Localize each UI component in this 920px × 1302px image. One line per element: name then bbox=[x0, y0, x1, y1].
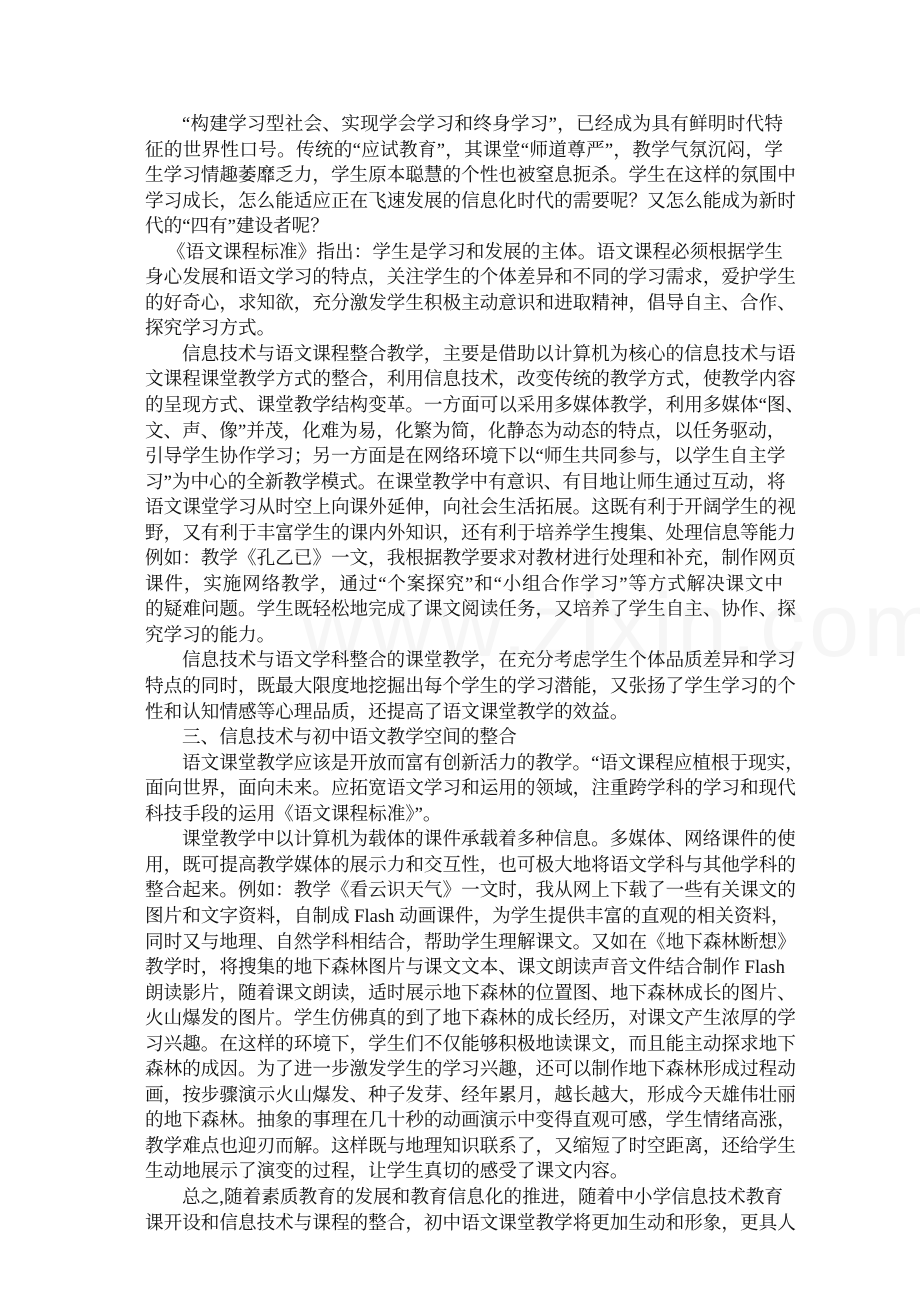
text-line: 《语文课程标准》指出：学生是学习和发展的主体。语文课程必须根据学生 bbox=[167, 241, 783, 263]
text-line: 习兴趣。在这样的环境下，学生们不仅能够积极地读课文，而且能主动探求地下 bbox=[145, 1033, 796, 1055]
text-line: 整合起来。例如：教学《看云识天气》一文时，我从网上下载了一些有关课文的 bbox=[145, 880, 796, 902]
text-line: 生动地展示了演变的过程，让学生真切的感受了课文内容。 bbox=[145, 1161, 629, 1183]
text-line: 例如：教学《孔乙已》一文，我根据教学要求对教材进行处理和补充，制作网页 bbox=[145, 548, 796, 570]
text-line: 同时又与地理、自然学科相结合，帮助学生理解课文。又如在《地下森林断想》 bbox=[145, 931, 796, 953]
text-line: 引导学生协作学习；另一方面是在网络环境下以“师生共同参与，以学生自主学 bbox=[145, 446, 786, 468]
text-line: 课开设和信息技术与课程的整合，初中语文课堂教学将更加生动和形象，更具人 bbox=[145, 1212, 796, 1234]
text-line: 科技手段的运用《语文课程标准》”。 bbox=[145, 803, 442, 825]
text-line: 文、声、像”并茂，化难为易，化繁为简，化静态为动态的特点，以任务驱动， bbox=[145, 420, 786, 442]
text-line: 森林的成因。为了进一步激发学生的学习兴趣，还可以制作地下森林形成过程动 bbox=[145, 1059, 796, 1081]
text-line: 教学难点也迎刃而解。这样既与地理知识联系了，又缩短了时空距离，还给学生 bbox=[145, 1135, 796, 1157]
paragraph bbox=[145, 648, 796, 725]
text-line: 图片和文字资料，自制成 Flash 动画课件，为学生提供丰富的直观的相关资料， bbox=[145, 905, 790, 927]
text-line: 身心发展和语文学习的特点，关注学生的个体差异和不同的学习需求，爱护学生 bbox=[145, 267, 796, 289]
document-body bbox=[145, 112, 805, 1236]
paragraph bbox=[145, 342, 805, 649]
text-line: 野，又有利于丰富学生的课内外知识，还有利于培养学生搜集、处理信息等能力 bbox=[145, 522, 796, 544]
text-line: 的呈现方式、课堂教学结构变革。一方面可以采用多媒体教学，利用多媒体“图、 bbox=[145, 395, 805, 417]
text-line: 语文课堂学习从时空上向课外延伸，向社会生活拓展。这既有利于开阔学生的视 bbox=[145, 497, 796, 519]
paragraph bbox=[145, 240, 796, 342]
text-line: 教学时，将搜集的地下森林图片与课文文本、课文朗读声音文件结合制作 Flash bbox=[145, 957, 785, 979]
text-line: “构建学习型社会、实现学会学习和终身学习”，已经成为具有鲜明时代特 bbox=[182, 114, 783, 135]
text-line: 火山爆发的图片。学生仿佛真的到了地下森林的成长经历，对课文产生浓厚的学 bbox=[145, 1008, 796, 1030]
text-line: 探究学习方式。 bbox=[145, 318, 276, 340]
text-line: 用，既可提高教学媒体的展示力和交互性，也可极大地将语文学科与其他学科的 bbox=[145, 854, 796, 876]
text-line: 总之,随着素质教育的发展和教育信息化的推进，随着中小学信息技术教育 bbox=[182, 1186, 783, 1208]
text-line: 课堂教学中以计算机为载体的课件承载着多种信息。多媒体、网络课件的使 bbox=[182, 829, 796, 851]
text-line: 性和认知情感等心理品质，还提高了语文课堂教学的效益。 bbox=[145, 701, 629, 723]
text-line: 朗读影片，随着课文朗读，适时展示地下森林的位置图、地下森林成长的图片、 bbox=[145, 982, 796, 1004]
text-line: 究学习的能力。 bbox=[145, 624, 276, 646]
paragraph bbox=[145, 1185, 796, 1236]
paragraph bbox=[145, 112, 796, 240]
paragraph bbox=[145, 725, 783, 751]
text-line: 信息技术与语文课程整合教学，主要是借助以计算机为核心的信息技术与语 bbox=[182, 343, 796, 365]
text-line: 文课程课堂教学方式的整合，利用信息技术，改变传统的教学方式，使教学内容 bbox=[145, 369, 796, 391]
text-line: 习”为中心的全新教学模式。在课堂教学中有意识、有目地让师生通过互动，将 bbox=[145, 471, 786, 493]
text-line: 课件，实施网络教学，通过“个案探究”和“小组合作学习”等方式解决课文中 bbox=[145, 573, 783, 595]
text-line: 信息技术与语文学科整合的课堂教学，在充分考虑学生个体品质差异和学习 bbox=[182, 650, 796, 672]
text-line: 的疑难问题。学生既轻松地完成了课文阅读任务，又培养了学生自主、协作、探 bbox=[145, 599, 796, 621]
text-line: 语文课堂教学应该是开放而富有创新活力的教学。“语文课程应植根于现实， bbox=[182, 752, 804, 774]
text-line: 代的“四有”建设者呢？ bbox=[145, 216, 329, 238]
text-line: 三、信息技术与初中语文教学空间的整合 bbox=[182, 727, 517, 749]
text-line: 生学习情趣萎靡乏力，学生原本聪慧的个性也被窒息扼杀。学生在这样的氛围中 bbox=[145, 165, 796, 187]
text-line: 特点的同时，既最大限度地挖掘出每个学生的学习潜能，又张扬了学生学习的个 bbox=[145, 676, 796, 698]
text-line: 的地下森林。抽象的事理在几十秒的动画演示中变得直观可感，学生情绪高涨， bbox=[145, 1110, 796, 1132]
text-line: 的好奇心，求知欲，充分激发学生积极主动意识和进取精神，倡导自主、合作、 bbox=[145, 292, 796, 314]
text-line: 学习成长，怎么能适应正在飞速发展的信息化时代的需要呢？又怎么能成为新时 bbox=[145, 190, 796, 212]
text-line: 面向世界，面向未来。应拓宽语文学习和运用的领域，注重跨学科的学习和现代 bbox=[145, 778, 796, 800]
text-line: 征的世界性口号。传统的“应试教育”，其课堂“师道尊严”，教学气氛沉闷，学 bbox=[145, 139, 783, 161]
text-line: 画，按步骤演示火山爆发、种子发芽、经年累月，越长越大，形成今天雄伟壮丽 bbox=[145, 1084, 796, 1106]
paragraph bbox=[145, 751, 804, 828]
paragraph bbox=[145, 827, 796, 1185]
